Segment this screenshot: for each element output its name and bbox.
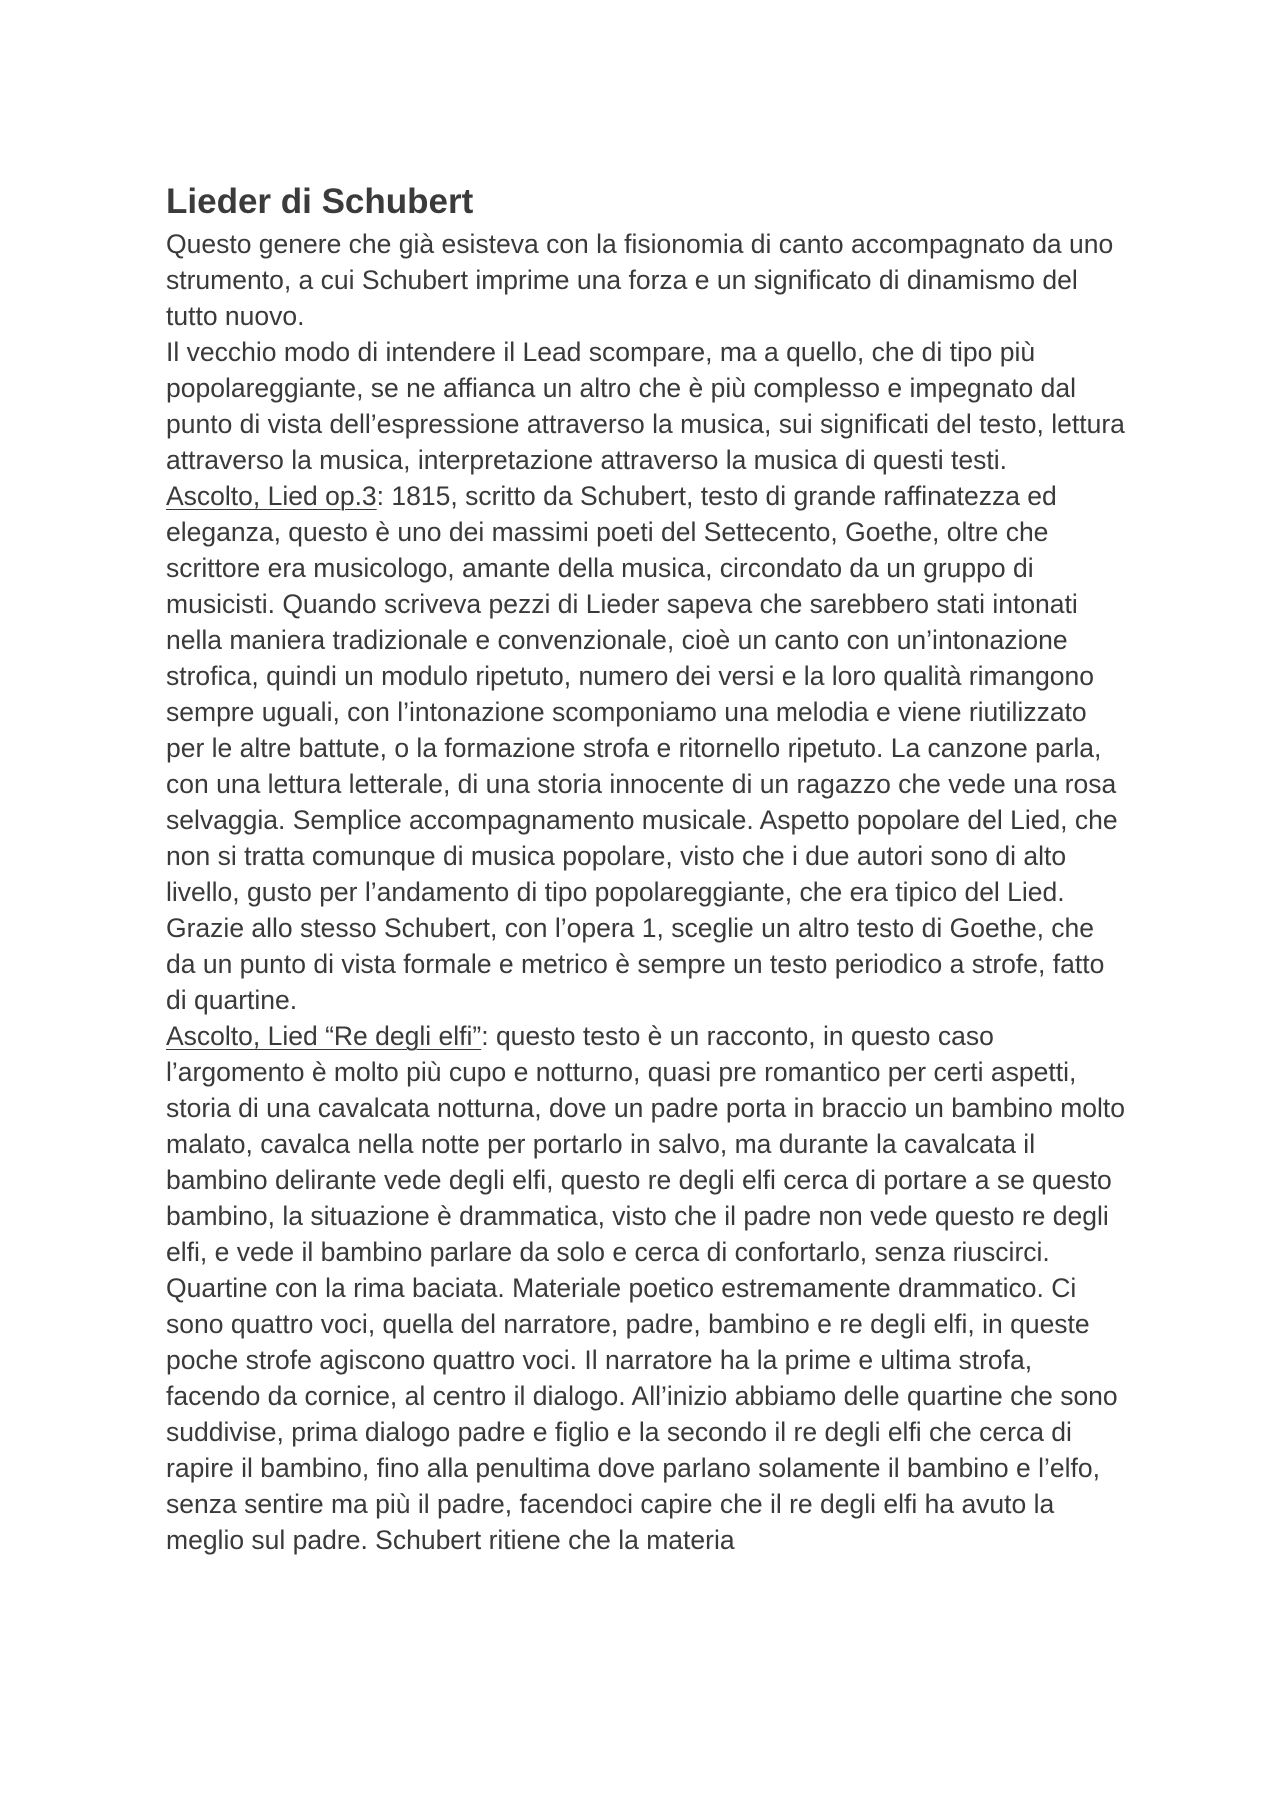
listening-reference-op3: Ascolto, Lied op.3 [166,481,377,511]
paragraph-re-degli-elfi-text: : questo testo è un racconto, in questo caso l’argomento è molto più cupo e notturno, quasi pre romantico per certi aspetti, storia di una cavalcata notturna, dove un padre porta in braccio un bambino molto malato, cavalca nella notte per portarlo in salvo, ma durante la cavalcata il bambino delirante vede degli elfi, questo re degli elfi cerca di portare a se questo bambino, la situazione è drammatica, visto che il padre non vede questo re degli elfi, e vede il bambino parlare da solo e cerca di confortarlo, senza riuscirci. Quartine con la rima baciata. Materiale poetico estremamente drammatico. Ci sono quattro voci, quella del narratore, padre, bambino e re degli elfi, in queste poche strofe agiscono quattro voci. Il narratore ha la prime e ultima strofa, facendo da cornice, al centro il dialogo. All’inizio abbiamo delle quartine che sono suddivise, prima dialogo padre e figlio e la secondo il re degli elfi che cerca di rapire il bambino, fino alla penultima dove parlano solamente il bambino e l’elfo, senza sentire ma più il padre, facendoci capire che il re degli elfi ha avuto la meglio sul padre. Schubert ritiene che la materia [166,1021,1126,1555]
paragraph-lead: Il vecchio modo di intendere il Lead scompare, ma a quello, che di tipo più popolareggiante, se ne affianca un altro che è più complesso e impegnato dal punto di vista dell’espressione attraverso la musica, sui significati del testo, lettura attraverso la musica, interpretazione attraverso la musica di questi testi. [166,337,1125,475]
paragraph-opera1: Grazie allo stesso Schubert, con l’opera 1, sceglie un altro testo di Goethe, che da un punto di vista formale e metrico è sempre un testo periodico a strofe, fatto di quartine. [166,913,1105,1015]
listening-reference-re-degli-elfi: Ascolto, Lied “Re degli elfi” [166,1021,482,1051]
paragraph-re-degli-elfi [166,1018,1126,1558]
document-body [166,226,1126,1558]
document-page [166,180,1126,1558]
document-title: Lieder di Schubert [166,182,474,221]
paragraph-lied-op3-text: : 1815, scritto da Schubert, testo di grande raffinatezza ed eleganza, questo è uno dei massimi poeti del Settecento, Goethe, oltre che scrittore era musicologo, amante della musica, circondato da un gruppo di musicisti. Quando scriveva pezzi di Lieder sapeva che sarebbero stati intonati nella maniera tradizionale e convenzionale, cioè un canto con un’intonazione strofica, quindi un modulo ripetuto, numero dei versi e la loro qualità rimangono sempre uguali, con l’intonazione scomponiamo una melodia e viene riutilizzato per le altre battute, o la formazione strofa e ritornello ripetuto. La canzone parla, con una lettura letterale, di una storia innocente di un ragazzo che vede una rosa selvaggia. Semplice accompagnamento musicale. Aspetto popolare del Lied, che non si tratta comunque di musica popolare, visto che i due autori sono di alto livello, gusto per l’andamento di tipo popolareggiante, che era tipico del Lied. [166,481,1118,907]
paragraph-lied-op3 [166,478,1126,910]
paragraph-intro: Questo genere che già esisteva con la fisionomia di canto accompagnato da uno strumento, a cui Schubert imprime una forza e un significato di dinamismo del tutto nuovo. [166,229,1114,331]
